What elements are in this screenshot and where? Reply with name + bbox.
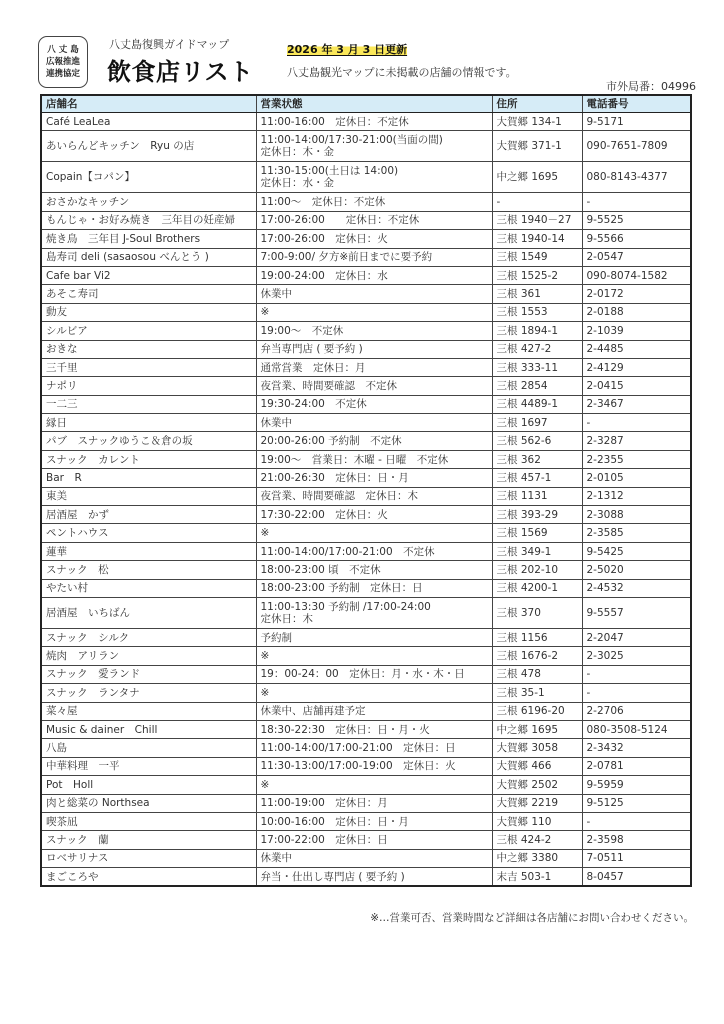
- hours-cell: 休業中: [256, 285, 492, 303]
- address-cell: 三根 2854: [492, 377, 582, 395]
- hours-cell: 17:00-22:00 定休日：日: [256, 831, 492, 849]
- table-row: [41, 561, 691, 579]
- address-cell: 大賀郷 466: [492, 757, 582, 775]
- table-row: [41, 230, 691, 248]
- phone-cell: 2-0781: [582, 757, 691, 775]
- hours-cell: 19:00-24:00 定休日：水: [256, 266, 492, 284]
- store-name-cell: 八島: [41, 739, 256, 757]
- hours-cell: 19:00～ 不定休: [256, 322, 492, 340]
- phone-cell: 2-4485: [582, 340, 691, 358]
- store-name-cell: Pot Holl: [41, 776, 256, 794]
- phone-cell: 8-0457: [582, 868, 691, 887]
- store-name-cell: 蓮華: [41, 542, 256, 560]
- table-row: [41, 469, 691, 487]
- hours-cell: 10:00-16:00 定休日：日・月: [256, 812, 492, 830]
- badge-line: 広報推進: [45, 57, 80, 67]
- table-row: [41, 665, 691, 683]
- phone-cell: -: [582, 812, 691, 830]
- logo-badge: [38, 36, 88, 88]
- store-name-cell: スナック シルク: [41, 628, 256, 646]
- store-name-cell: Copain【コパン】: [41, 162, 256, 193]
- hours-cell: 17:00-26:00 定休日：不定休: [256, 211, 492, 229]
- store-name-cell: 動友: [41, 303, 256, 321]
- address-cell: 大賀郷 134-1: [492, 113, 582, 131]
- store-name-cell: 焼き鳥 三年目 J-Soul Brothers: [41, 230, 256, 248]
- address-cell: 三根 6196-20: [492, 702, 582, 720]
- closed-days-line: 定休日：木・金: [260, 146, 334, 159]
- hours-cell: 11:00-16:00 定休日：不定休: [256, 113, 492, 131]
- hours-cell: 休業中: [256, 849, 492, 867]
- hours-line: 11:00-13:30 予約制 /17:00-24:00: [260, 600, 431, 613]
- address-cell: 大賀郷 110: [492, 812, 582, 830]
- table-row: [41, 211, 691, 229]
- guide-subtitle: 八丈島復興ガイドマップ: [109, 38, 230, 51]
- table-row: [41, 322, 691, 340]
- phone-cell: 2-3585: [582, 524, 691, 542]
- phone-cell: -: [582, 665, 691, 683]
- address-cell: 三根 1569: [492, 524, 582, 542]
- hours-cell: 11:00-19:00 定休日：月: [256, 794, 492, 812]
- table-row: [41, 285, 691, 303]
- address-cell: 三根 393-29: [492, 506, 582, 524]
- address-cell: 三根 1697: [492, 414, 582, 432]
- hours-cell: 18:00-23:00 予約制 定休日：日: [256, 579, 492, 597]
- store-name-cell: ペントハウス: [41, 524, 256, 542]
- phone-cell: 2-0415: [582, 377, 691, 395]
- updated-date: 2026 年 3 月 3 日更新: [287, 43, 408, 56]
- table-row: [41, 628, 691, 646]
- hours-cell: [256, 131, 492, 162]
- address-cell: 大賀郷 2219: [492, 794, 582, 812]
- phone-cell: 2-4129: [582, 358, 691, 376]
- phone-cell: 080-8143-4377: [582, 162, 691, 193]
- hours-cell: 休業中: [256, 414, 492, 432]
- table-row: [41, 849, 691, 867]
- table-body: [41, 113, 691, 887]
- table-row: [41, 248, 691, 266]
- table-row: [41, 432, 691, 450]
- phone-cell: 7-0511: [582, 849, 691, 867]
- hours-cell: 19：00-24：00 定休日：月・水・木・日: [256, 665, 492, 683]
- column-header-phone: 電話番号: [582, 95, 691, 113]
- address-cell: 中之郷 1695: [492, 162, 582, 193]
- table-row: [41, 647, 691, 665]
- store-name-cell: スナック 愛ランド: [41, 665, 256, 683]
- address-cell: 三根 427-2: [492, 340, 582, 358]
- phone-cell: 2-3025: [582, 647, 691, 665]
- store-name-cell: スナック ランタナ: [41, 684, 256, 702]
- table-header-row: [41, 95, 691, 113]
- hours-cell: 夜営業、時間要確認 定休日：木: [256, 487, 492, 505]
- table-row: [41, 162, 691, 193]
- hours-cell: 弁当専門店 ( 要予約 ): [256, 340, 492, 358]
- address-cell: 三根 1940－27: [492, 211, 582, 229]
- hours-cell: ※: [256, 776, 492, 794]
- table-row: [41, 739, 691, 757]
- phone-cell: 9-5566: [582, 230, 691, 248]
- table-row: [41, 487, 691, 505]
- address-cell: -: [492, 193, 582, 211]
- phone-cell: 9-5525: [582, 211, 691, 229]
- phone-cell: 2-3467: [582, 395, 691, 413]
- phone-cell: 2-3432: [582, 739, 691, 757]
- store-name-cell: 東美: [41, 487, 256, 505]
- address-cell: 三根 1940-14: [492, 230, 582, 248]
- phone-cell: 090-7651-7809: [582, 131, 691, 162]
- column-header-name: 店舗名: [41, 95, 256, 113]
- closed-days-line: 定休日：木: [260, 612, 313, 625]
- store-name-cell: おきな: [41, 340, 256, 358]
- store-name-cell: 居酒屋 かず: [41, 506, 256, 524]
- hours-cell: ※: [256, 524, 492, 542]
- store-name-cell: 焼肉 アリラン: [41, 647, 256, 665]
- badge-line: 八 丈 島: [47, 45, 79, 55]
- address-cell: 三根 424-2: [492, 831, 582, 849]
- hours-cell: 19:00～ 営業日：木曜 - 日曜 不定休: [256, 450, 492, 468]
- address-cell: 末吉 503-1: [492, 868, 582, 887]
- address-cell: 三根 349-1: [492, 542, 582, 560]
- phone-cell: 2-5020: [582, 561, 691, 579]
- store-name-cell: 菜々屋: [41, 702, 256, 720]
- store-name-cell: Cafe bar Vi2: [41, 266, 256, 284]
- store-name-cell: 肉と総菜の Northsea: [41, 794, 256, 812]
- hours-cell: 11:00～ 定休日：不定休: [256, 193, 492, 211]
- hours-line: 11:00-14:00/17:30-21:00(当面の間): [260, 134, 443, 147]
- store-name-cell: もんじゃ・お好み焼き 三年目の妊産婦: [41, 211, 256, 229]
- column-header-address: 住所: [492, 95, 582, 113]
- phone-cell: 2-0547: [582, 248, 691, 266]
- hours-cell: 予約制: [256, 628, 492, 646]
- hours-cell: 11:30-13:00/17:00-19:00 定休日：火: [256, 757, 492, 775]
- table-row: [41, 113, 691, 131]
- store-name-cell: ロベサリナス: [41, 849, 256, 867]
- address-cell: 三根 362: [492, 450, 582, 468]
- table-row: [41, 794, 691, 812]
- address-cell: 大賀郷 371-1: [492, 131, 582, 162]
- address-cell: 三根 35-1: [492, 684, 582, 702]
- table-row: [41, 340, 691, 358]
- hours-cell: ※: [256, 684, 492, 702]
- intro-note: 八丈島観光マップに未掲載の店舗の情報です。: [287, 66, 517, 79]
- table-row: [41, 831, 691, 849]
- phone-cell: 2-2047: [582, 628, 691, 646]
- address-cell: 三根 1894-1: [492, 322, 582, 340]
- phone-cell: 2-3088: [582, 506, 691, 524]
- phone-cell: 2-0105: [582, 469, 691, 487]
- column-header-hours: 営業状態: [256, 95, 492, 113]
- table-row: [41, 868, 691, 887]
- phone-cell: 090-8074-1582: [582, 266, 691, 284]
- phone-cell: 9-5959: [582, 776, 691, 794]
- phone-cell: 2-1039: [582, 322, 691, 340]
- address-cell: 三根 1549: [492, 248, 582, 266]
- store-name-cell: やたい村: [41, 579, 256, 597]
- closed-days-line: 定休日：水・金: [260, 177, 334, 190]
- page-title: 飲食店リスト: [107, 58, 254, 86]
- table-row: [41, 193, 691, 211]
- address-cell: 中之郷 3380: [492, 849, 582, 867]
- store-name-cell: パブ スナックゆうこ＆倉の坂: [41, 432, 256, 450]
- table-row: [41, 720, 691, 738]
- address-cell: 大賀郷 2502: [492, 776, 582, 794]
- hours-cell: ※: [256, 303, 492, 321]
- hours-cell: 通常営業 定休日：月: [256, 358, 492, 376]
- store-name-cell: 縁日: [41, 414, 256, 432]
- table-row: [41, 506, 691, 524]
- address-cell: 三根 333-11: [492, 358, 582, 376]
- hours-line: 11:30-15:00(土日は 14:00): [260, 165, 399, 178]
- table-row: [41, 414, 691, 432]
- address-cell: 大賀郷 3058: [492, 739, 582, 757]
- store-name-cell: Music & dainer Chill: [41, 720, 256, 738]
- store-name-cell: スナック カレント: [41, 450, 256, 468]
- table-row: [41, 542, 691, 560]
- phone-cell: -: [582, 193, 691, 211]
- hours-cell: 休業中、店舗再建予定: [256, 702, 492, 720]
- address-cell: 三根 1131: [492, 487, 582, 505]
- address-cell: 中之郷 1695: [492, 720, 582, 738]
- phone-cell: -: [582, 684, 691, 702]
- address-cell: 三根 1156: [492, 628, 582, 646]
- store-name-cell: ナポリ: [41, 377, 256, 395]
- phone-cell: 2-3598: [582, 831, 691, 849]
- store-name-cell: あいらんどキッチン Ryu の店: [41, 131, 256, 162]
- hours-cell: ※: [256, 647, 492, 665]
- phone-cell: 2-0188: [582, 303, 691, 321]
- hours-cell: 17:30-22:00 定休日：火: [256, 506, 492, 524]
- area-code: 市外局番：04996: [606, 80, 696, 93]
- hours-cell: [256, 162, 492, 193]
- address-cell: 三根 562-6: [492, 432, 582, 450]
- hours-cell: 11:00-14:00/17:00-21:00 不定休: [256, 542, 492, 560]
- hours-cell: 19:30-24:00 不定休: [256, 395, 492, 413]
- store-name-cell: シルビア: [41, 322, 256, 340]
- phone-cell: 2-3287: [582, 432, 691, 450]
- address-cell: 三根 1553: [492, 303, 582, 321]
- store-name-cell: 居酒屋 いちばん: [41, 597, 256, 628]
- table-row: [41, 358, 691, 376]
- table-row: [41, 579, 691, 597]
- table-row: [41, 377, 691, 395]
- hours-cell: 18:00-23:00 頃 不定休: [256, 561, 492, 579]
- table-row: [41, 303, 691, 321]
- store-name-cell: まごころや: [41, 868, 256, 887]
- address-cell: 三根 4200-1: [492, 579, 582, 597]
- phone-cell: 080-3508-5124: [582, 720, 691, 738]
- address-cell: 三根 1525-2: [492, 266, 582, 284]
- store-name-cell: Café LeaLea: [41, 113, 256, 131]
- store-name-cell: 三千里: [41, 358, 256, 376]
- address-cell: 三根 478: [492, 665, 582, 683]
- hours-cell: 21:00-26:30 定休日：日・月: [256, 469, 492, 487]
- hours-cell: 夜営業、時間要確認 不定休: [256, 377, 492, 395]
- table-row: [41, 757, 691, 775]
- phone-cell: 9-5425: [582, 542, 691, 560]
- phone-cell: 2-0172: [582, 285, 691, 303]
- hours-cell: 18:30-22:30 定休日：日・月・火: [256, 720, 492, 738]
- hours-cell: 17:00-26:00 定休日：火: [256, 230, 492, 248]
- address-cell: 三根 1676-2: [492, 647, 582, 665]
- phone-cell: 2-2706: [582, 702, 691, 720]
- store-name-cell: 島寿司 deli (sasaosou べんとう ): [41, 248, 256, 266]
- address-cell: 三根 4489-1: [492, 395, 582, 413]
- phone-cell: 2-2355: [582, 450, 691, 468]
- table-row: [41, 702, 691, 720]
- store-name-cell: スナック 蘭: [41, 831, 256, 849]
- phone-cell: -: [582, 414, 691, 432]
- table-row: [41, 450, 691, 468]
- table-row: [41, 597, 691, 628]
- store-name-cell: あそこ寿司: [41, 285, 256, 303]
- hours-cell: 7:00-9:00/ 夕方※前日までに要予約: [256, 248, 492, 266]
- hours-cell: 20:00-26:00 予約制 不定休: [256, 432, 492, 450]
- store-name-cell: おさかなキッチン: [41, 193, 256, 211]
- table-row: [41, 395, 691, 413]
- table-row: [41, 812, 691, 830]
- address-cell: 三根 370: [492, 597, 582, 628]
- restaurant-table: [40, 94, 692, 887]
- store-name-cell: 一二三: [41, 395, 256, 413]
- phone-cell: 9-5557: [582, 597, 691, 628]
- table-row: [41, 131, 691, 162]
- table-row: [41, 684, 691, 702]
- footnote: ※…営業可否、営業時間など詳細は各店舗にお問い合わせください。: [370, 912, 694, 924]
- address-cell: 三根 202-10: [492, 561, 582, 579]
- address-cell: 三根 457-1: [492, 469, 582, 487]
- badge-line: 連携協定: [45, 69, 80, 79]
- hours-cell: 11:00-14:00/17:00-21:00 定休日：日: [256, 739, 492, 757]
- address-cell: 三根 361: [492, 285, 582, 303]
- hours-cell: [256, 597, 492, 628]
- phone-cell: 2-1312: [582, 487, 691, 505]
- phone-cell: 9-5125: [582, 794, 691, 812]
- table-row: [41, 524, 691, 542]
- table-row: [41, 776, 691, 794]
- store-name-cell: 中華料理 一平: [41, 757, 256, 775]
- store-name-cell: スナック 松: [41, 561, 256, 579]
- phone-cell: 2-4532: [582, 579, 691, 597]
- table-row: [41, 266, 691, 284]
- store-name-cell: 喫茶凪: [41, 812, 256, 830]
- phone-cell: 9-5171: [582, 113, 691, 131]
- hours-cell: 弁当・仕出し専門店 ( 要予約 ): [256, 868, 492, 887]
- store-name-cell: Bar R: [41, 469, 256, 487]
